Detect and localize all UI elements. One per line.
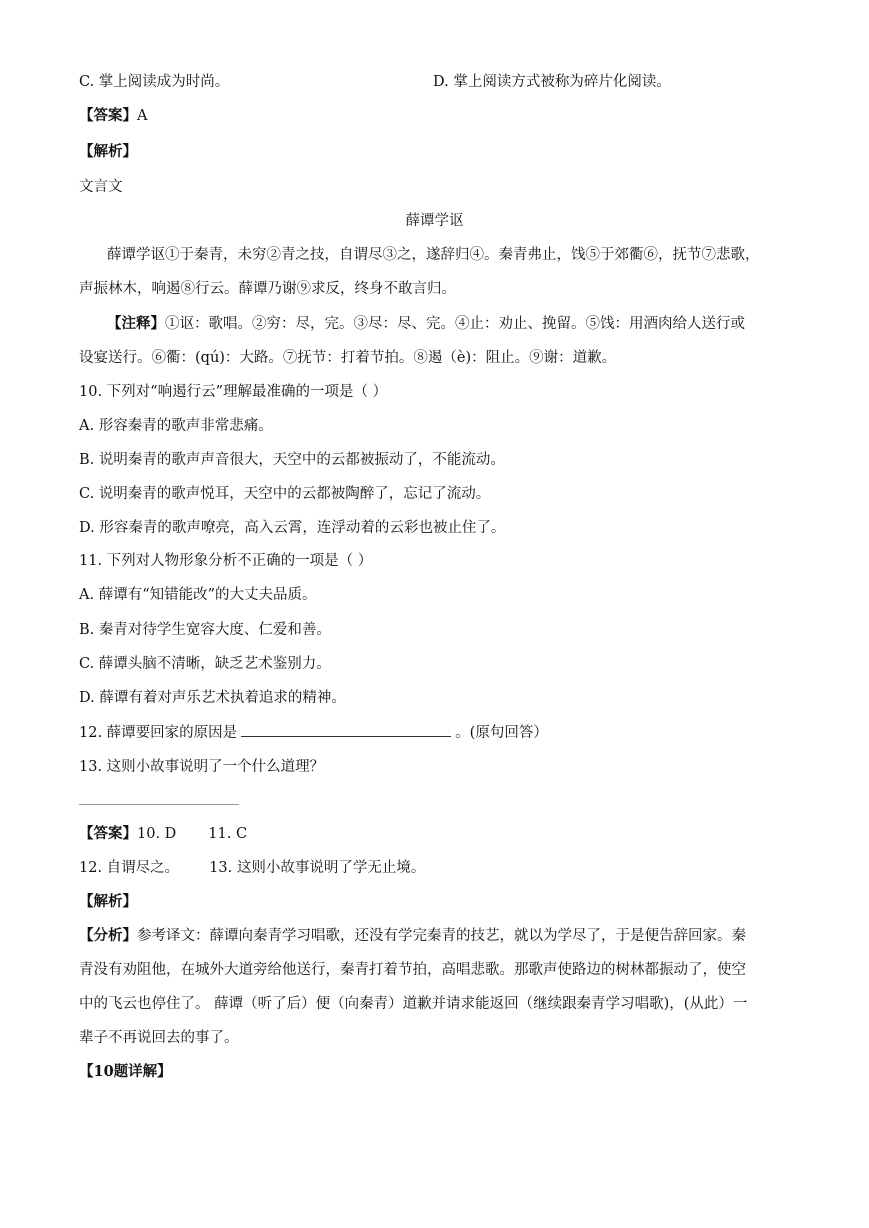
notes-line-1 (107, 314, 745, 334)
answer-line-2 (79, 824, 247, 844)
analysis-line-1 (79, 926, 746, 946)
option-d-prev: D. 掌上阅读方式被称为碎片化阅读。 (433, 74, 671, 90)
notes-text-1: ①讴：歌唱。②穷：尽，完。③尽：尽、完。④止：劝止、挽留。⑤饯：用酒肉给人送行或 (165, 316, 745, 332)
analysis-label: 【解析】 (79, 143, 137, 160)
notes-label: 【注释】 (107, 315, 165, 332)
answer-13: 13. 这则小故事说明了学无止境。 (209, 860, 426, 876)
q13-answer-line[interactable] (79, 804, 239, 805)
q10-option-b: B. 说明秦青的歌声声音很大，天空中的云都被振动了，不能流动。 (79, 452, 505, 468)
analysis-line-3: 中的飞云也停住了。 薛谭（听了后）便（向秦青）道歉并请求能返回（继续跟秦青学习唱歌)，(从此）一 (79, 996, 748, 1012)
q10-option-d: D. 形容秦青的歌声嘹亮，高入云霄，连浮动着的云彩也被止住了。 (79, 520, 506, 536)
q11-option-a: A. 薛谭有“知错能改”的大丈夫品质。 (79, 587, 317, 603)
passage-line-1: 薛谭学讴①于秦青，未穷②青之技，自谓尽③之，遂辞归④。秦青弗止，饯⑤于郊衢⑥，抚节⑦悲歌， (107, 247, 760, 263)
fenxi-label: 【分析】 (79, 927, 137, 944)
answer-label: 【答案】 (79, 107, 137, 124)
passage-title: 薛谭学讴 (405, 213, 464, 229)
q11-option-c: C. 薛谭头脑不清晰，缺乏艺术鉴别力。 (79, 656, 331, 672)
answer-line-3 (79, 858, 425, 878)
q12-suffix: 。(原句回答） (455, 725, 548, 741)
answer-label-2: 【答案】 (79, 825, 137, 842)
q11-stem: 11. 下列对人物形象分析不正确的一项是（ ） (79, 553, 373, 569)
q12-line (79, 722, 548, 743)
answer-11: 11. C (208, 826, 248, 842)
q13-stem: 13. 这则小故事说明了一个什么道理？ (79, 759, 325, 775)
section-type: 文言文 (79, 179, 123, 195)
option-c-prev: C. 掌上阅读成为时尚。 (79, 74, 230, 90)
analysis-line-4: 辈子不再说回去的事了。 (79, 1030, 239, 1046)
q10-option-a: A. 形容秦青的歌声非常悲痛。 (79, 418, 273, 434)
analysis-line-2: 青没有劝阻他，在城外大道旁给他送行，秦青打着节拍，高唱悲歌。那歌声使路边的树林都振动了，使空 (79, 962, 746, 978)
q11-option-b: B. 秦青对待学生宽容大度、仁爱和善。 (79, 622, 331, 638)
answer-12: 12. 自谓尽之。 (79, 860, 180, 876)
notes-line-2: 设宴送行。⑥衢：(qú)：大路。⑦抚节：打着节拍。⑧遏（è)：阻止。⑨谢：道歉。 (79, 350, 617, 366)
detail-10-label: 【10题详解】 (79, 1063, 172, 1080)
q12-prefix: 12. 薛谭要回家的原因是 (79, 725, 238, 741)
answer-10: 10. D (137, 826, 177, 842)
q10-stem: 10. 下列对“响遏行云”理解最准确的一项是（ ） (79, 384, 388, 400)
answer-line-1 (79, 106, 147, 126)
q10-option-c: C. 说明秦青的歌声悦耳，天空中的云都被陶醉了，忘记了流动。 (79, 486, 491, 502)
q12-answer-blank[interactable] (241, 722, 451, 737)
analysis-text-1: 参考译文：薛谭向秦青学习唱歌，还没有学完秦青的技艺，就以为学尽了，于是便告辞回家。秦 (137, 928, 746, 944)
analysis-label-2: 【解析】 (79, 893, 137, 910)
answer-value: A (137, 108, 148, 124)
passage-line-2: 声振林木，响遏⑧行云。薛谭乃谢⑨求反，终身不敢言归。 (79, 281, 456, 297)
q11-option-d: D. 薛谭有着对声乐艺术执着追求的精神。 (79, 690, 346, 706)
